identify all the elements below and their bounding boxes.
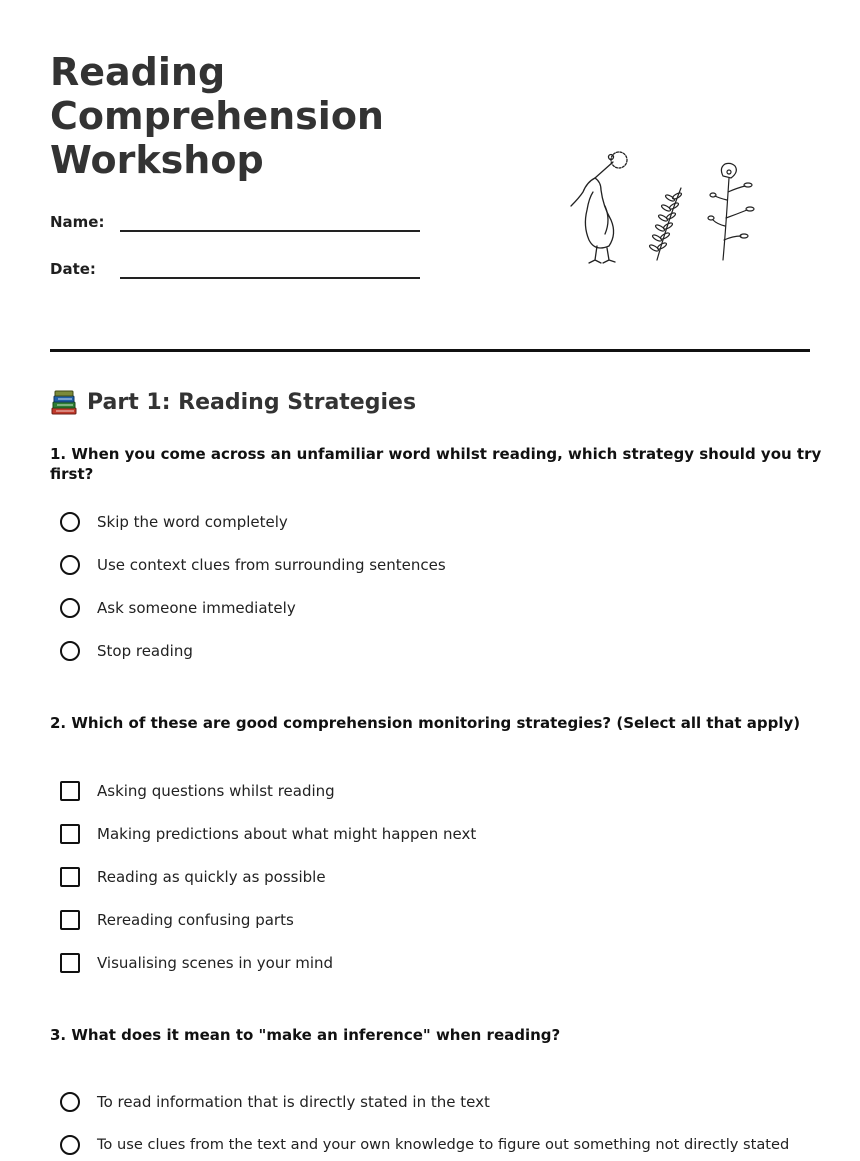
q2-option-1[interactable] bbox=[60, 778, 335, 804]
q1-option-3[interactable] bbox=[60, 595, 296, 621]
option-label: Stop reading bbox=[97, 642, 193, 660]
radio-button[interactable] bbox=[60, 1092, 80, 1112]
section-divider bbox=[50, 349, 810, 352]
date-input-line[interactable] bbox=[120, 255, 420, 279]
q3-option-2[interactable] bbox=[60, 1132, 789, 1158]
date-field-row bbox=[50, 255, 420, 279]
checkbox[interactable] bbox=[60, 910, 80, 930]
q3-option-1[interactable] bbox=[60, 1089, 490, 1115]
question-2: 2. Which of these are good comprehension monitoring strategies? (Select all that apply) bbox=[50, 714, 801, 732]
name-label: Name: bbox=[50, 213, 105, 231]
q2-option-2[interactable] bbox=[60, 821, 476, 847]
kiwi-bird-icon bbox=[571, 152, 627, 263]
option-label: Rereading confusing parts bbox=[97, 911, 294, 929]
radio-button[interactable] bbox=[60, 598, 80, 618]
option-label: Making predictions about what might happen next bbox=[97, 825, 477, 843]
radio-button[interactable] bbox=[60, 641, 80, 661]
radio-button[interactable] bbox=[60, 1135, 80, 1155]
section-heading-text: Part 1: Reading Strategies bbox=[87, 390, 417, 415]
name-field-row bbox=[50, 208, 420, 232]
option-label: Skip the word completely bbox=[97, 513, 288, 531]
option-label: Visualising scenes in your mind bbox=[97, 954, 334, 972]
books-icon bbox=[50, 390, 78, 416]
q1-option-1[interactable] bbox=[60, 509, 288, 535]
section-heading bbox=[50, 388, 416, 418]
question-1: 1. When you come across an unfamiliar word whilst reading, which strategy should you try first? bbox=[50, 445, 822, 483]
option-label: Ask someone immediately bbox=[97, 599, 296, 617]
name-input-line[interactable] bbox=[120, 208, 420, 232]
q1-option-4[interactable] bbox=[60, 638, 193, 664]
checkbox[interactable] bbox=[60, 781, 80, 801]
q1-option-2[interactable] bbox=[60, 552, 446, 578]
checkbox[interactable] bbox=[60, 867, 80, 887]
checkbox[interactable] bbox=[60, 824, 80, 844]
q2-option-3[interactable] bbox=[60, 864, 326, 890]
option-label: To use clues from the text and your own knowledge to figure out something not directly stated bbox=[97, 1136, 790, 1153]
fern-frond-icon bbox=[649, 188, 683, 260]
flower-stem-icon bbox=[708, 163, 754, 260]
radio-button[interactable] bbox=[60, 555, 80, 575]
page-title: Reading Comprehension Workshop bbox=[50, 50, 384, 182]
q2-option-4[interactable] bbox=[60, 907, 294, 933]
q2-option-5[interactable] bbox=[60, 950, 333, 976]
checkbox[interactable] bbox=[60, 953, 80, 973]
decorative-illustration bbox=[565, 148, 765, 268]
option-label: Reading as quickly as possible bbox=[97, 868, 326, 886]
option-label: To read information that is directly stated in the text bbox=[97, 1093, 490, 1111]
radio-button[interactable] bbox=[60, 512, 80, 532]
question-3: 3. What does it mean to "make an inference" when reading? bbox=[50, 1026, 561, 1044]
date-label: Date: bbox=[50, 260, 96, 278]
option-label: Asking questions whilst reading bbox=[97, 782, 335, 800]
option-label: Use context clues from surrounding sentences bbox=[97, 556, 446, 574]
